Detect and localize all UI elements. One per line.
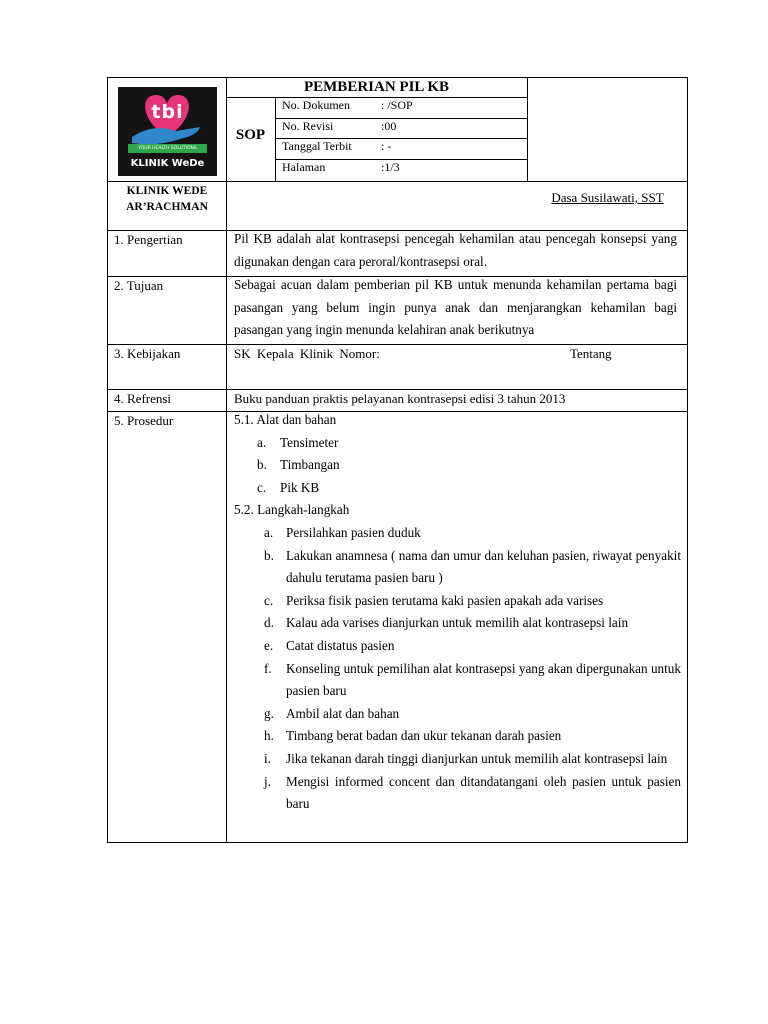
sop-label: SOP [235,127,266,143]
list-item: g. Ambil alat dan bahan [264,705,400,721]
signatory-name: Dasa Susilawati, SST [551,190,664,205]
list-item: d. Kalau ada varises dianjurkan untuk memilih alat kontrasepsi lain [264,615,629,631]
meta-page-label: Halaman [282,160,326,174]
tujuan-text: Sebagai acuan dalam pemberian pil KB untuk menunda kehamilan pertama bagi pasangan yang belum ingin punya anak dan menjarangkan kehamilan bagi pasangan yang ingin menunda kelahiran anak berikutnya [234,277,677,338]
meta-page-value: :1/3 [381,160,400,174]
prosedur-subheading-langkah: 5.2. Langkah-langkah [234,502,350,518]
list-item: b. Timbangan [257,457,340,473]
section-label-prosedur: 5. Prosedur [114,413,174,428]
list-item: c. Periksa fisik pasien terutama kaki pasien apakah ada varises [264,592,604,608]
list-item: i. Jika tekanan darah tinggi dianjurkan untuk memilih alat kontrasepsi lain [264,750,668,766]
meta-rev-value: :00 [381,119,397,133]
meta-doc-value: : /SOP [381,98,413,112]
clinic-name: KLINIK WEDE AR’RACHMAN [126,185,208,213]
logo-top-text: tbi [151,101,184,123]
meta-rev-label: No. Revisi [282,119,334,133]
list-item: j. Mengisi informed concent dan ditandatangani oleh pasien untuk pasien baru [264,773,681,812]
section-label-kebijakan: 3. Kebijakan [114,346,181,361]
list-item: a. Tensimeter [257,434,339,450]
pengertian-text: Pil KB adalah alat kontrasepsi pencegah kehamilan atau pencegah konsepsi yang digunakan dengan cara peroral/kontrasepsi oral. [234,231,677,269]
meta-doc-label: No. Dokumen [282,98,350,112]
kebijakan-text: SK Kepala Klinik Nomor: [234,346,380,361]
alat-list [234,432,681,500]
section-label-tujuan: 2. Tujuan [114,278,164,293]
section-label-pengertian: 1. Pengertian [114,232,183,247]
grid-line [226,78,227,843]
langkah-list [234,522,681,816]
prosedur-body [234,409,681,816]
prosedur-subheading-alat: 5.1. Alat dan bahan [234,412,337,427]
grid-line [108,181,687,182]
grid-line [275,97,276,181]
grid-line [527,78,528,181]
kebijakan-tentang: Tentang [570,346,612,361]
list-item: b. Lakukan anamnesa ( nama dan umur dan keluhan pasien, riwayat penyakit dahulu terutama pasien baru ) [264,547,681,586]
list-item: a. Persilahkan pasien duduk [264,524,421,540]
clinic-logo [118,87,217,176]
list-item: e. Catat distatus pasien [264,637,395,653]
list-item: c. Pik KB [257,479,320,495]
logo-name: KLINIK WeDe [130,158,205,169]
logo-ribbon-text: YOUR HEALTH SOLUTIONS [138,146,197,151]
document-title: PEMBERIAN PIL KB [303,79,450,95]
meta-date-label: Tanggal Terbit [282,139,352,153]
referensi-text: Buku panduan praktis pelayanan kontrasepsi edisi 3 tahun 2013 [234,391,566,406]
section-label-referensi: 4. Refrensi [114,391,172,406]
list-item: f. Konseling untuk pemilihan alat kontrasepsi yang akan dipergunakan untuk pasien baru [264,660,681,699]
meta-date-value: : - [381,139,392,153]
sop-document [107,77,688,843]
list-item: h. Timbang berat badan dan ukur tekanan darah pasien [264,728,562,744]
